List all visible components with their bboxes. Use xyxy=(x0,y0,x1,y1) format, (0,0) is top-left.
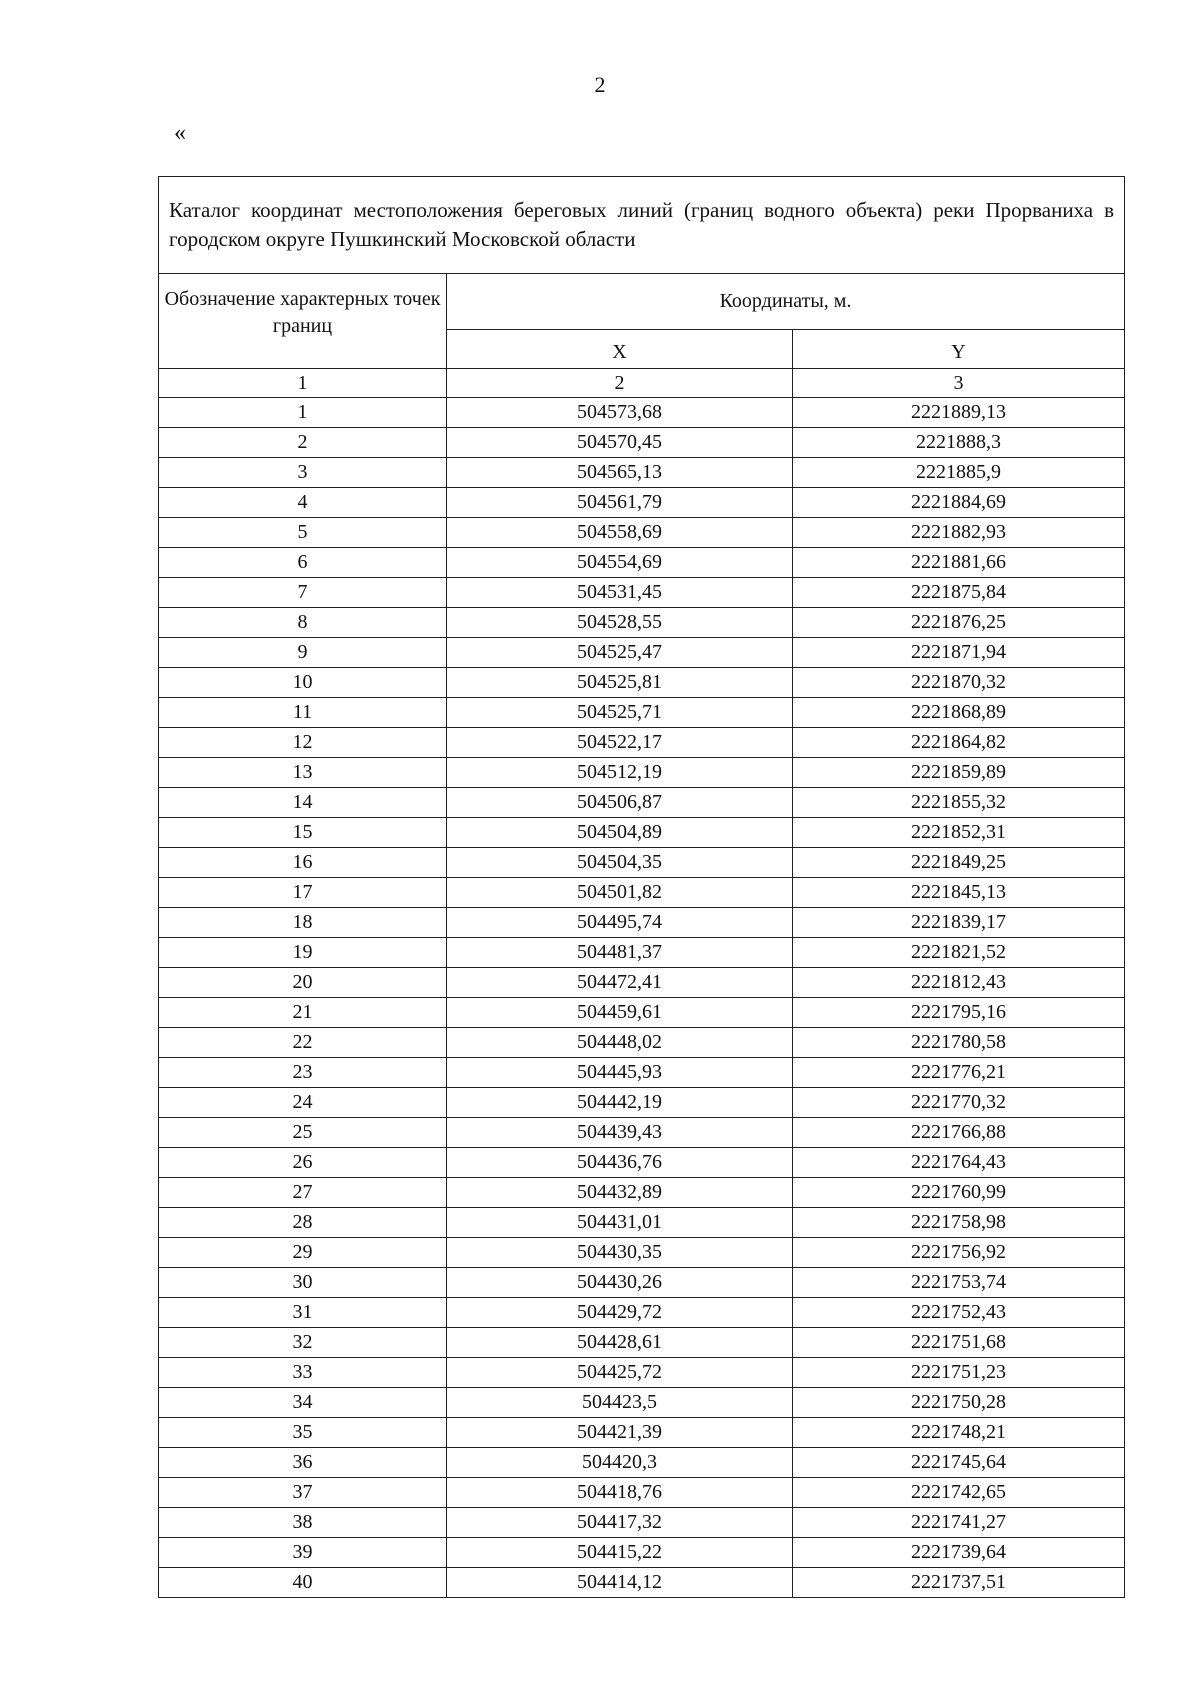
point-number-cell: 22 xyxy=(159,1028,447,1058)
x-coordinate-cell: 504428,61 xyxy=(447,1328,793,1358)
point-number-cell: 6 xyxy=(159,548,447,578)
table-row xyxy=(159,608,1125,638)
table-row xyxy=(159,1088,1125,1118)
x-coordinate-cell: 504414,12 xyxy=(447,1568,793,1598)
column-number: 1 xyxy=(159,369,447,398)
y-coordinate-cell: 2221845,13 xyxy=(793,878,1125,908)
table-row xyxy=(159,638,1125,668)
x-coordinate-cell: 504425,72 xyxy=(447,1358,793,1388)
point-number-cell: 32 xyxy=(159,1328,447,1358)
x-coordinate-cell: 504439,43 xyxy=(447,1118,793,1148)
point-number-cell: 1 xyxy=(159,398,447,428)
y-coordinate-cell: 2221751,68 xyxy=(793,1328,1125,1358)
table-row xyxy=(159,1238,1125,1268)
x-coordinate-cell: 504573,68 xyxy=(447,398,793,428)
table-row xyxy=(159,938,1125,968)
column-number: 3 xyxy=(793,369,1125,398)
x-coordinate-cell: 504472,41 xyxy=(447,968,793,998)
table-row xyxy=(159,398,1125,428)
point-number-cell: 26 xyxy=(159,1148,447,1178)
y-coordinate-cell: 2221859,89 xyxy=(793,758,1125,788)
x-coordinate-cell: 504436,76 xyxy=(447,1148,793,1178)
point-number-cell: 20 xyxy=(159,968,447,998)
x-coordinate-cell: 504459,61 xyxy=(447,998,793,1028)
table-row xyxy=(159,428,1125,458)
table-row xyxy=(159,998,1125,1028)
table-row xyxy=(159,578,1125,608)
table-row xyxy=(159,1058,1125,1088)
coordinates-header: Координаты, м. xyxy=(447,274,1125,330)
x-coordinate-cell: 504558,69 xyxy=(447,518,793,548)
point-number-cell: 30 xyxy=(159,1268,447,1298)
x-coordinate-cell: 504430,26 xyxy=(447,1268,793,1298)
x-coordinate-cell: 504525,81 xyxy=(447,668,793,698)
x-coordinate-cell: 504421,39 xyxy=(447,1418,793,1448)
y-coordinate-cell: 2221776,21 xyxy=(793,1058,1125,1088)
y-coordinate-cell: 2221888,3 xyxy=(793,428,1125,458)
point-number-cell: 5 xyxy=(159,518,447,548)
y-coordinate-cell: 2221751,23 xyxy=(793,1358,1125,1388)
point-number-cell: 28 xyxy=(159,1208,447,1238)
point-number-cell: 10 xyxy=(159,668,447,698)
y-coordinate-cell: 2221737,51 xyxy=(793,1568,1125,1598)
point-number-cell: 37 xyxy=(159,1478,447,1508)
x-coordinate-cell: 504417,32 xyxy=(447,1508,793,1538)
table-row xyxy=(159,1388,1125,1418)
x-coordinate-cell: 504504,89 xyxy=(447,818,793,848)
x-coordinate-cell: 504504,35 xyxy=(447,848,793,878)
x-column-header: X xyxy=(447,329,793,368)
y-coordinate-cell: 2221741,27 xyxy=(793,1508,1125,1538)
table-row xyxy=(159,878,1125,908)
x-coordinate-cell: 504442,19 xyxy=(447,1088,793,1118)
y-coordinate-cell: 2221881,66 xyxy=(793,548,1125,578)
table-row xyxy=(159,458,1125,488)
point-number-cell: 8 xyxy=(159,608,447,638)
point-number-cell: 7 xyxy=(159,578,447,608)
y-coordinate-cell: 2221849,25 xyxy=(793,848,1125,878)
x-coordinate-cell: 504512,19 xyxy=(447,758,793,788)
point-number-cell: 17 xyxy=(159,878,447,908)
point-number-cell: 15 xyxy=(159,818,447,848)
table-row xyxy=(159,488,1125,518)
table-row xyxy=(159,1328,1125,1358)
x-coordinate-cell: 504501,82 xyxy=(447,878,793,908)
opening-quote: « xyxy=(174,120,186,146)
x-coordinate-cell: 504423,5 xyxy=(447,1388,793,1418)
y-coordinate-cell: 2221870,32 xyxy=(793,668,1125,698)
y-coordinate-cell: 2221753,74 xyxy=(793,1268,1125,1298)
table-row xyxy=(159,758,1125,788)
y-coordinate-cell: 2221748,21 xyxy=(793,1418,1125,1448)
point-number-cell: 31 xyxy=(159,1298,447,1328)
y-coordinate-cell: 2221884,69 xyxy=(793,488,1125,518)
x-coordinate-cell: 504531,45 xyxy=(447,578,793,608)
y-coordinate-cell: 2221864,82 xyxy=(793,728,1125,758)
x-coordinate-cell: 504522,17 xyxy=(447,728,793,758)
x-coordinate-cell: 504554,69 xyxy=(447,548,793,578)
y-coordinate-cell: 2221875,84 xyxy=(793,578,1125,608)
x-coordinate-cell: 504432,89 xyxy=(447,1178,793,1208)
y-coordinate-cell: 2221882,93 xyxy=(793,518,1125,548)
x-coordinate-cell: 504570,45 xyxy=(447,428,793,458)
point-number-cell: 38 xyxy=(159,1508,447,1538)
y-coordinate-cell: 2221770,32 xyxy=(793,1088,1125,1118)
column-number: 2 xyxy=(447,369,793,398)
y-coordinate-cell: 2221821,52 xyxy=(793,938,1125,968)
y-coordinate-cell: 2221795,16 xyxy=(793,998,1125,1028)
y-coordinate-cell: 2221764,43 xyxy=(793,1148,1125,1178)
point-number-cell: 25 xyxy=(159,1118,447,1148)
table-row xyxy=(159,968,1125,998)
table-row xyxy=(159,1358,1125,1388)
x-coordinate-cell: 504445,93 xyxy=(447,1058,793,1088)
y-coordinate-cell: 2221889,13 xyxy=(793,398,1125,428)
point-number-cell: 13 xyxy=(159,758,447,788)
x-coordinate-cell: 504415,22 xyxy=(447,1538,793,1568)
y-coordinate-cell: 2221868,89 xyxy=(793,698,1125,728)
y-column-header: Y xyxy=(793,329,1125,368)
x-coordinate-cell: 504528,55 xyxy=(447,608,793,638)
table-row xyxy=(159,1478,1125,1508)
table-row xyxy=(159,1508,1125,1538)
x-coordinate-cell: 504418,76 xyxy=(447,1478,793,1508)
y-coordinate-cell: 2221742,65 xyxy=(793,1478,1125,1508)
y-coordinate-cell: 2221876,25 xyxy=(793,608,1125,638)
table-row xyxy=(159,1028,1125,1058)
point-number-cell: 3 xyxy=(159,458,447,488)
point-number-cell: 35 xyxy=(159,1418,447,1448)
y-coordinate-cell: 2221812,43 xyxy=(793,968,1125,998)
point-number-cell: 23 xyxy=(159,1058,447,1088)
table-row xyxy=(159,1148,1125,1178)
table-row xyxy=(159,1208,1125,1238)
point-number-cell: 16 xyxy=(159,848,447,878)
y-coordinate-cell: 2221760,99 xyxy=(793,1178,1125,1208)
point-number-cell: 11 xyxy=(159,698,447,728)
point-number-cell: 40 xyxy=(159,1568,447,1598)
table-row xyxy=(159,848,1125,878)
table-row xyxy=(159,698,1125,728)
point-number-cell: 9 xyxy=(159,638,447,668)
table-row xyxy=(159,1268,1125,1298)
table-row xyxy=(159,1538,1125,1568)
table-row xyxy=(159,1418,1125,1448)
y-coordinate-cell: 2221885,9 xyxy=(793,458,1125,488)
x-coordinate-cell: 504561,79 xyxy=(447,488,793,518)
x-coordinate-cell: 504525,71 xyxy=(447,698,793,728)
y-coordinate-cell: 2221756,92 xyxy=(793,1238,1125,1268)
table-row xyxy=(159,548,1125,578)
table-row xyxy=(159,518,1125,548)
table-row xyxy=(159,728,1125,758)
point-number-cell: 19 xyxy=(159,938,447,968)
point-number-cell: 4 xyxy=(159,488,447,518)
table-row xyxy=(159,1118,1125,1148)
table-row xyxy=(159,1298,1125,1328)
x-coordinate-cell: 504420,3 xyxy=(447,1448,793,1478)
table-row xyxy=(159,1448,1125,1478)
x-coordinate-cell: 504565,13 xyxy=(447,458,793,488)
y-coordinate-cell: 2221766,88 xyxy=(793,1118,1125,1148)
y-coordinate-cell: 2221752,43 xyxy=(793,1298,1125,1328)
y-coordinate-cell: 2221780,58 xyxy=(793,1028,1125,1058)
point-number-cell: 36 xyxy=(159,1448,447,1478)
table-row xyxy=(159,1178,1125,1208)
y-coordinate-cell: 2221852,31 xyxy=(793,818,1125,848)
point-number-cell: 21 xyxy=(159,998,447,1028)
point-designation-header: Обозначение характерных точек границ xyxy=(159,274,447,369)
y-coordinate-cell: 2221758,98 xyxy=(793,1208,1125,1238)
x-coordinate-cell: 504430,35 xyxy=(447,1238,793,1268)
x-coordinate-cell: 504448,02 xyxy=(447,1028,793,1058)
point-number-cell: 12 xyxy=(159,728,447,758)
point-number-cell: 18 xyxy=(159,908,447,938)
y-coordinate-cell: 2221839,17 xyxy=(793,908,1125,938)
x-coordinate-cell: 504495,74 xyxy=(447,908,793,938)
x-coordinate-cell: 504525,47 xyxy=(447,638,793,668)
coordinates-catalog-table xyxy=(158,176,1125,1598)
x-coordinate-cell: 504481,37 xyxy=(447,938,793,968)
table-row xyxy=(159,1568,1125,1598)
y-coordinate-cell: 2221855,32 xyxy=(793,788,1125,818)
point-number-cell: 33 xyxy=(159,1358,447,1388)
x-coordinate-cell: 504506,87 xyxy=(447,788,793,818)
table-row xyxy=(159,818,1125,848)
table-row xyxy=(159,788,1125,818)
table-row xyxy=(159,908,1125,938)
point-number-cell: 14 xyxy=(159,788,447,818)
table-body xyxy=(159,398,1125,1598)
page-number: 2 xyxy=(594,72,606,97)
table-title: Каталог координат местоположения береговых линий (границ водного объекта) реки Прорваниха в городском округе Пушкинский Московской области xyxy=(159,177,1125,274)
point-number-cell: 34 xyxy=(159,1388,447,1418)
x-coordinate-cell: 504431,01 xyxy=(447,1208,793,1238)
point-number-cell: 2 xyxy=(159,428,447,458)
point-number-cell: 39 xyxy=(159,1538,447,1568)
y-coordinate-cell: 2221871,94 xyxy=(793,638,1125,668)
y-coordinate-cell: 2221745,64 xyxy=(793,1448,1125,1478)
point-number-cell: 27 xyxy=(159,1178,447,1208)
table-row xyxy=(159,668,1125,698)
point-number-cell: 24 xyxy=(159,1088,447,1118)
point-number-cell: 29 xyxy=(159,1238,447,1268)
y-coordinate-cell: 2221750,28 xyxy=(793,1388,1125,1418)
y-coordinate-cell: 2221739,64 xyxy=(793,1538,1125,1568)
x-coordinate-cell: 504429,72 xyxy=(447,1298,793,1328)
